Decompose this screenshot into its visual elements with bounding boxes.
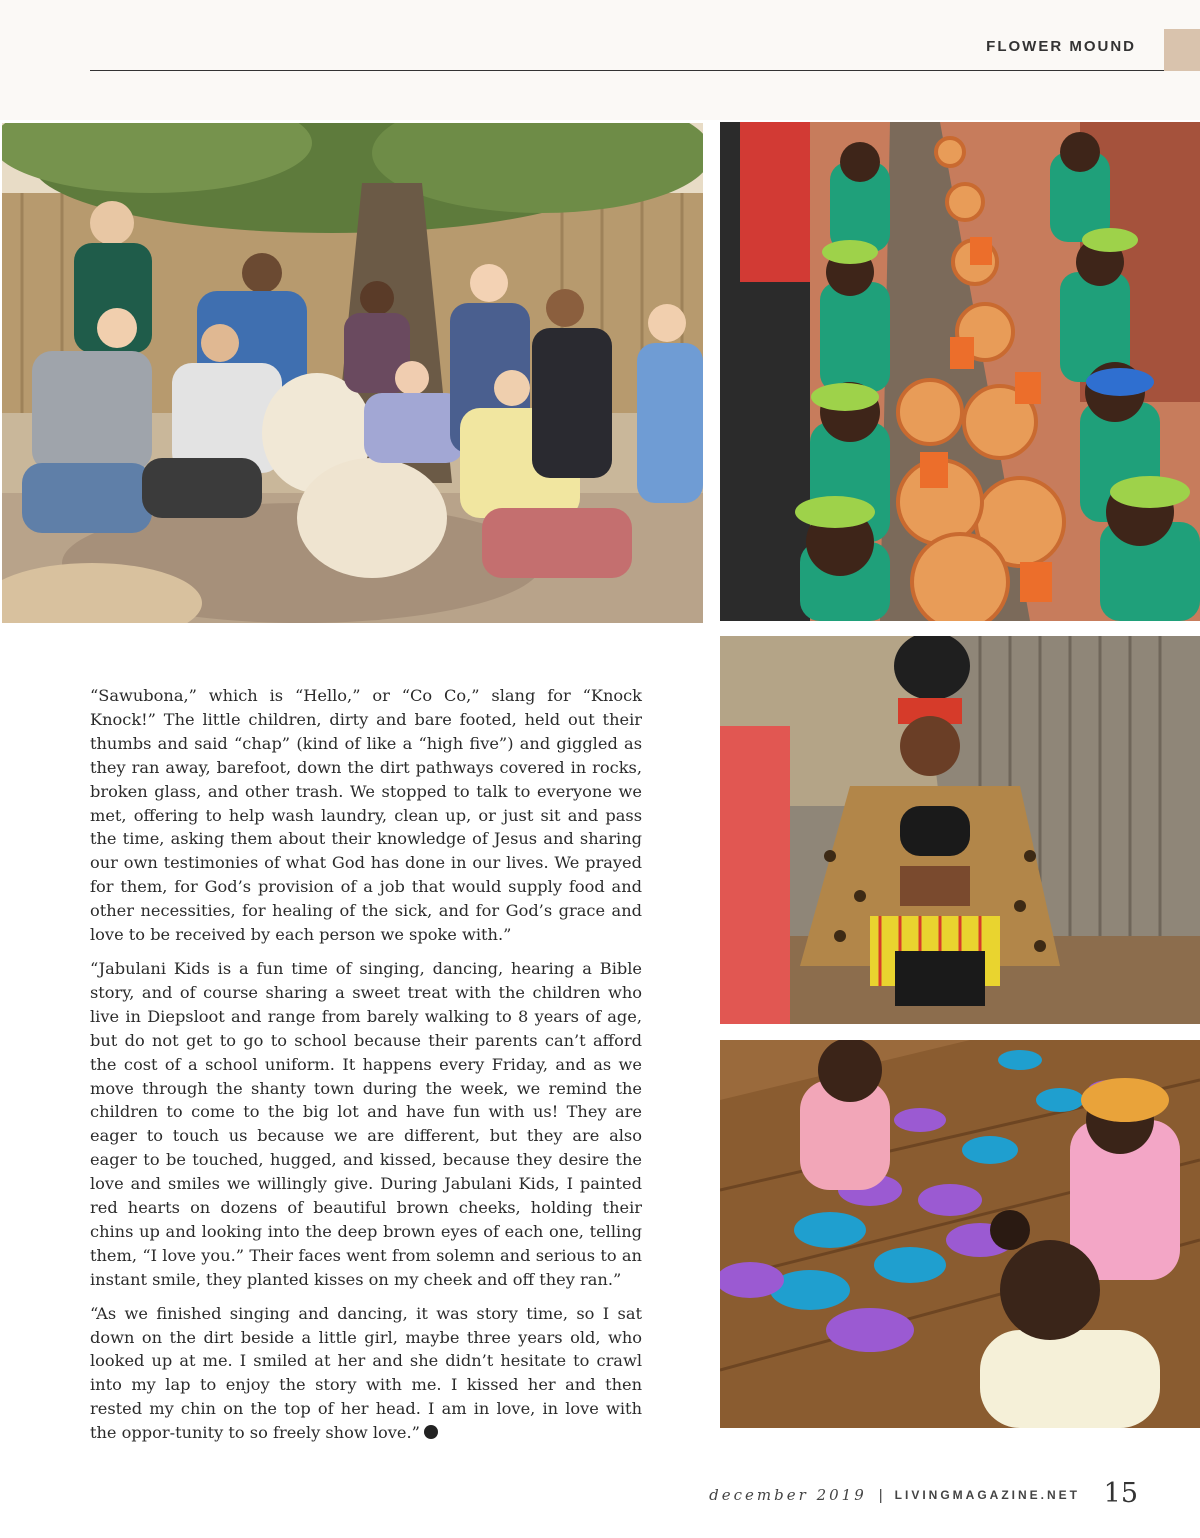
page-footer <box>709 1480 1080 1510</box>
photo-children-with-bowls <box>720 1040 1200 1428</box>
article-paragraph: “Jabulani Kids is a fun time of singing, dancing, hearing a Bible story, and of course sharing a sweet treat with the children who live in Diepsloot and range from barely walking to 8 years of age, but do not get to go to school because their parents can’t afford the cost of a school uniform. It happens every Friday, and as we move through the shanty town during the week, we remind the children to come to the big lot and have fun with us! They are eager to touch us because we are different, but they are also eager to be touched, hugged, and kissed, because they desire the love and smiles we willingly give. During Jabulani Kids, I painted red hearts on dozens of beautiful brown cheeks, holding their chins up and looking into the deep brown eyes of each one, telling them, “I love you.” Their faces went from solemn and serious to an instant smile, they planted kisses on my cheek and off they ran.” <box>90 958 642 1289</box>
section-tab <box>1164 29 1200 71</box>
header-rule <box>90 70 1164 71</box>
photo-children-with-pizza <box>720 122 1200 621</box>
photo-group-with-lions <box>2 123 703 623</box>
end-mark-icon <box>424 1425 438 1439</box>
footer-separator: | <box>878 1486 883 1504</box>
header-band <box>0 0 1200 120</box>
article-paragraph-text: “As we finished singing and dancing, it was story time, so I sat down on the dirt beside a little girl, maybe three years old, who looked up at me. I smiled at her and she didn’t hesitate to crawl into my lap to enjoy the story with me. I kissed her and then rested my chin on the top of her head. I am in love, in love with the oppor-tunity to so freely show love.” <box>90 1303 642 1443</box>
article-paragraph: “Sawubona,” which is “Hello,” or “Co Co,” slang for “Knock Knock!” The little children, dirty and bare footed, held out their thumbs and said “chap” (kind of like a “high five”) and giggled as they ran away, barefoot, down the dirt pathways covered in rocks, broken glass, and other trash. We stopped to talk to everyone we met, offering to help wash laundry, clean up, or just sit and pass the time, asking them about their knowledge of Jesus and sharing our own testimonies of what God has done in our lives. We prayed for them, for God’s provision of a job that would supply food and other necessities, for healing of the sick, and for God’s grace and love to be received by each person we spoke with.” <box>90 686 642 945</box>
footer-site: LIVINGMAGAZINE.NET <box>894 1488 1080 1502</box>
photo-traditional-dress <box>720 636 1200 1024</box>
section-label: FLOWER MOUND <box>986 38 1136 55</box>
footer-month: december 2019 <box>709 1486 867 1504</box>
article-paragraph <box>90 1302 642 1445</box>
article-body <box>90 684 642 1455</box>
page-number: 15 <box>1103 1478 1138 1509</box>
